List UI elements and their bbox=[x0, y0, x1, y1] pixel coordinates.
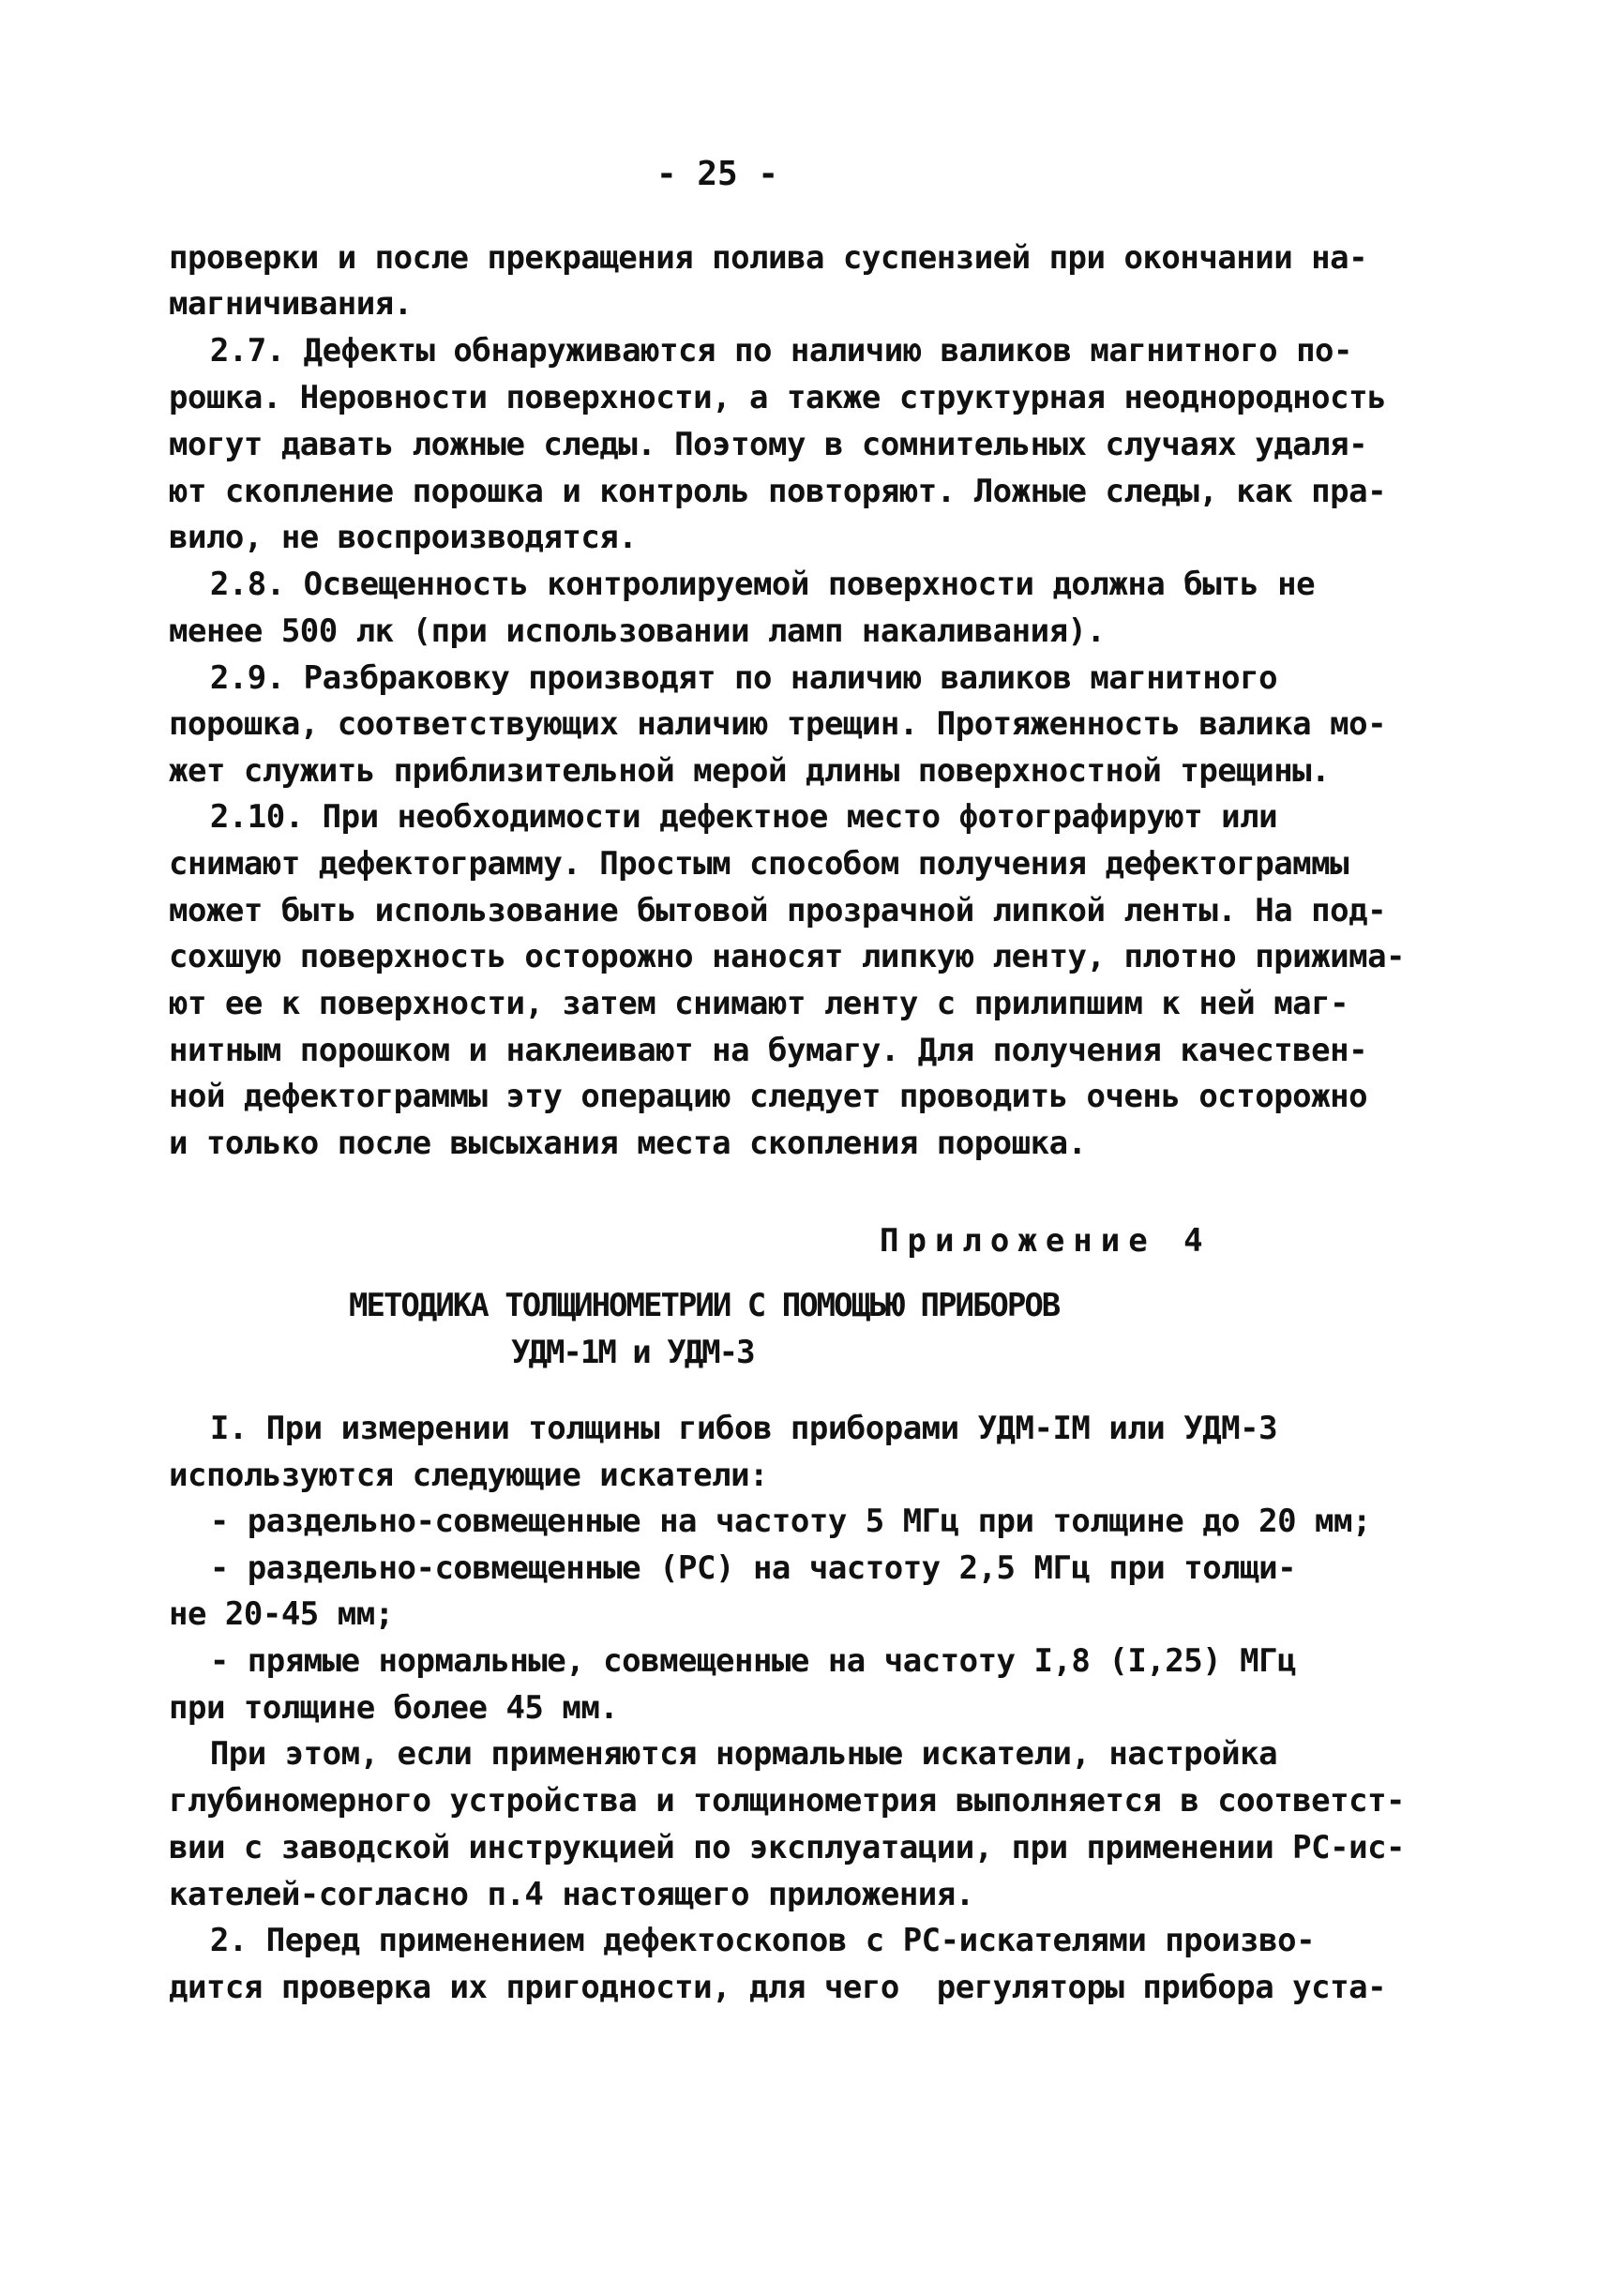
text-line: жет служить приблизительной мерой длины поверхностной трещины. bbox=[169, 752, 1331, 790]
text-line: ют скопление порошка и контроль повторяют. Ложные следы, как пра- bbox=[169, 473, 1387, 510]
text-line: нитным порошком и наклеивают на бумагу. Для получения качествен- bbox=[169, 1032, 1368, 1069]
text-line: 2.8. Освещенность контролируемой поверхности должна быть не bbox=[98, 566, 1316, 603]
text-line: 2.10. При необходимости дефектное место фотографируют или bbox=[98, 798, 1278, 836]
text-line: используются следующие искатели: bbox=[169, 1457, 769, 1494]
text-line: могут давать ложные следы. Поэтому в сомнительных случаях удаля- bbox=[169, 426, 1368, 463]
text-line: кателей-согласно п.4 настоящего приложения. bbox=[169, 1876, 974, 1913]
text-line: рошка. Неровности поверхности, а также структурная неоднородность bbox=[169, 379, 1387, 416]
text-line: порошка, соответствующих наличию трещин. Протяженность валика мо- bbox=[169, 705, 1387, 743]
text-line: менее 500 лк (при использовании ламп накаливания). bbox=[169, 612, 1106, 650]
text-line: проверки и после прекращения полива суспензией при окончании на- bbox=[169, 239, 1368, 277]
text-line: при толщине более 45 мм. bbox=[169, 1689, 619, 1727]
text-line: вии с заводской инструкцией по эксплуатации, при применении РС-ис- bbox=[169, 1829, 1406, 1866]
text-line: I. При измерении толщины гибов приборами УДМ-IM или УДМ-3 bbox=[98, 1410, 1278, 1447]
text-line: снимают дефектограмму. Простым способом получения дефектограммы bbox=[169, 845, 1349, 883]
text-line: ют ее к поверхности, затем снимают ленту с прилипшим к ней маг- bbox=[169, 985, 1349, 1022]
text-line: ной дефектограммы эту операцию следует проводить очень осторожно bbox=[169, 1078, 1368, 1115]
text-line: сохшую поверхность осторожно наносят липкую ленту, плотно прижима- bbox=[169, 938, 1406, 975]
text-line: не 20-45 мм; bbox=[169, 1595, 394, 1633]
text-line: - раздельно-совмещенные на частоту 5 МГц при толщине до 20 мм; bbox=[98, 1503, 1371, 1540]
text-line: 2. Перед применением дефектоскопов с РС-искателями произво- bbox=[98, 1922, 1316, 1959]
text-line: - прямые нормальные, совмещенные на частоту I,8 (I,25) МГц bbox=[98, 1642, 1297, 1680]
text-line: - раздельно-совмещенные (РС) на частоту 2,5 МГц при толщи- bbox=[98, 1549, 1297, 1587]
text-line: 2.7. Дефекты обнаруживаются по наличию валиков магнитного по- bbox=[98, 332, 1352, 370]
text-line: и только после высыхания места скопления порошка. bbox=[169, 1125, 1087, 1162]
appendix-title-line-2: УДМ-1М и УДМ-3 bbox=[511, 1334, 754, 1371]
text-line: магничивания. bbox=[169, 285, 413, 323]
text-line: дится проверка их пригодности, для чего регуляторы прибора уста- bbox=[169, 1969, 1387, 2006]
text-line: При этом, если применяются нормальные искатели, настройка bbox=[98, 1735, 1278, 1773]
page-number: - 25 - bbox=[656, 155, 779, 193]
appendix-label: Приложение 4 bbox=[880, 1222, 1212, 1260]
text-line: глубиномерного устройства и толщинометрия выполняется в соответст- bbox=[169, 1782, 1406, 1820]
appendix-title-line-1: МЕТОДИКА ТОЛЩИНОМЕТРИИ С ПОМОЩЬЮ ПРИБОРОВ bbox=[349, 1287, 1060, 1324]
text-line: 2.9. Разбраковку производят по наличию валиков магнитного bbox=[98, 659, 1278, 697]
text-line: может быть использование бытовой прозрачной липкой ленты. На под- bbox=[169, 892, 1387, 929]
text-line: вило, не воспроизводятся. bbox=[169, 519, 638, 556]
